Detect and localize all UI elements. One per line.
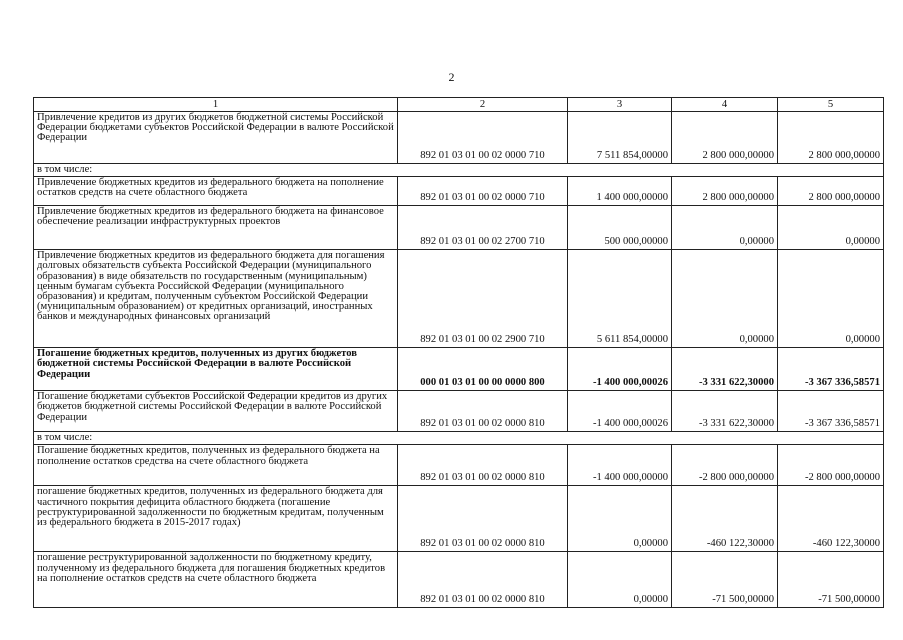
- amount-column-3: 500 000,00000: [568, 206, 672, 250]
- column-header-row: [34, 98, 884, 112]
- column-header: 4: [672, 98, 778, 112]
- table-row: [34, 486, 884, 552]
- row-description: Погашение бюджетами субъектов Российской Федерации кредитов из других бюджетов бюджетной системы Российской Федерации в валюте Российской Федерации: [34, 391, 398, 432]
- table-row: [34, 391, 884, 432]
- row-description: Привлечение бюджетных кредитов из федерального бюджета на пополнение остатков средств на счете областного бюджета: [34, 177, 398, 206]
- row-description: Погашение бюджетных кредитов, полученных из федерального бюджета на пополнение остатков средства на счете областного бюджета: [34, 445, 398, 486]
- column-header: 1: [34, 98, 398, 112]
- amount-column-3: -1 400 000,00026: [568, 391, 672, 432]
- budget-classification-code: 892 01 03 01 00 02 0000 710: [398, 112, 568, 164]
- budget-classification-code: 892 01 03 01 00 02 0000 810: [398, 552, 568, 608]
- amount-column-4: 0,00000: [672, 250, 778, 348]
- row-description: погашение бюджетных кредитов, полученных из федерального бюджета для частичного покрытия дефицита областного бюджета (погашение реструктурированной задолженности по бюджетным кредитам, полученным из федерального бюджета в 2015-2017 годах): [34, 486, 398, 552]
- table-row: [34, 445, 884, 486]
- table-row: [34, 552, 884, 608]
- amount-column-5: -3 367 336,58571: [778, 391, 884, 432]
- column-header: 3: [568, 98, 672, 112]
- column-header: 5: [778, 98, 884, 112]
- amount-column-4: -2 800 000,00000: [672, 445, 778, 486]
- row-description: Привлечение кредитов из других бюджетов бюджетной системы Российской Федерации бюджетами субъектов Российской Федерации в валюте Российской Федерации: [34, 112, 398, 164]
- amount-column-4: -71 500,00000: [672, 552, 778, 608]
- budget-table-body: [34, 98, 884, 608]
- budget-classification-code: 892 01 03 01 00 02 0000 810: [398, 445, 568, 486]
- budget-classification-code: 892 01 03 01 00 02 2900 710: [398, 250, 568, 348]
- row-description: Привлечение бюджетных кредитов из федерального бюджета на финансовое обеспечение реализации инфраструктурных проектов: [34, 206, 398, 250]
- row-description: Привлечение бюджетных кредитов из федерального бюджета для погашения долговых обязательств субъекта Российской Федерации (муниципального образования) в виде обязательств по государственным (муниципальным) ценным бумагам субъекта Российской Федерации (муниципального образования) и кредитам, полученным субъектом Российской Федерации (муниципальным образованием) от кредитных организаций, иностранных банков и международных финансовых организаций: [34, 250, 398, 348]
- table-row: [34, 250, 884, 348]
- table-row: [34, 112, 884, 164]
- page-number: 2: [448, 70, 455, 84]
- amount-column-4: 2 800 000,00000: [672, 112, 778, 164]
- amount-column-4: 0,00000: [672, 206, 778, 250]
- section-note-row: [34, 164, 884, 177]
- budget-classification-code: 892 01 03 01 00 02 2700 710: [398, 206, 568, 250]
- amount-column-4: -460 122,30000: [672, 486, 778, 552]
- budget-classification-code: 892 01 03 01 00 02 0000 810: [398, 486, 568, 552]
- amount-column-5: 2 800 000,00000: [778, 177, 884, 206]
- budget-table: [33, 97, 884, 608]
- amount-column-5: -3 367 336,58571: [778, 348, 884, 391]
- amount-column-4: -3 331 622,30000: [672, 391, 778, 432]
- section-note: в том числе:: [34, 432, 884, 445]
- amount-column-3: 7 511 854,00000: [568, 112, 672, 164]
- amount-column-5: 0,00000: [778, 206, 884, 250]
- table-row: [34, 177, 884, 206]
- amount-column-3: 0,00000: [568, 486, 672, 552]
- column-header: 2: [398, 98, 568, 112]
- amount-column-3: -1 400 000,00000: [568, 445, 672, 486]
- budget-classification-code: 892 01 03 01 00 02 0000 710: [398, 177, 568, 206]
- row-description: погашение реструктурированной задолженности по бюджетному кредиту, полученному из федерального бюджета для погашения бюджетных кредитов на пополнение остатков средств на счете областного бюджета: [34, 552, 398, 608]
- amount-column-5: -71 500,00000: [778, 552, 884, 608]
- amount-column-3: -1 400 000,00026: [568, 348, 672, 391]
- table-total-row: [34, 348, 884, 391]
- amount-column-5: 2 800 000,00000: [778, 112, 884, 164]
- amount-column-4: -3 331 622,30000: [672, 348, 778, 391]
- amount-column-5: -460 122,30000: [778, 486, 884, 552]
- amount-column-4: 2 800 000,00000: [672, 177, 778, 206]
- amount-column-3: 5 611 854,00000: [568, 250, 672, 348]
- row-description: Погашение бюджетных кредитов, полученных из других бюджетов бюджетной системы Российской Федерации в валюте Российской Федерации: [34, 348, 398, 391]
- table-row: [34, 206, 884, 250]
- budget-classification-code: 000 01 03 01 00 00 0000 800: [398, 348, 568, 391]
- section-note-row: [34, 432, 884, 445]
- amount-column-5: -2 800 000,00000: [778, 445, 884, 486]
- amount-column-5: 0,00000: [778, 250, 884, 348]
- amount-column-3: 0,00000: [568, 552, 672, 608]
- budget-classification-code: 892 01 03 01 00 02 0000 810: [398, 391, 568, 432]
- section-note: в том числе:: [34, 164, 884, 177]
- amount-column-3: 1 400 000,00000: [568, 177, 672, 206]
